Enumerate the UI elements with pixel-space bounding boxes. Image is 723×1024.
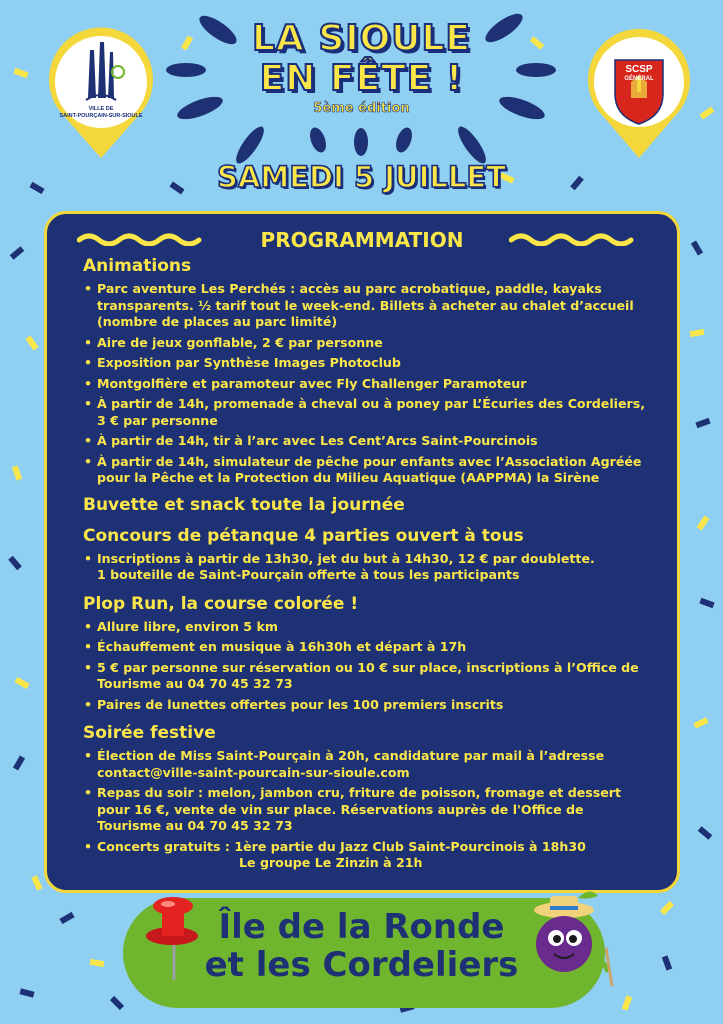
list-item: • Repas du soir : melon, jambon cru, friture de poisson, fromage et dessert pour 16 €, vente de vin sur place. Réservations auprès de l'Office de Tourisme au 04 70 45 32 73 [83,785,653,835]
list-item: • Inscriptions à partir de 13h30, jet du but à 14h30, 12 € par doublette. 1 bouteille de Saint-Pourçain offerte à tous les participants [83,551,653,584]
location-line2: et les Cordeliers [204,945,519,985]
list-item: • Exposition par Synthèse Images Photoclub [83,355,653,372]
city-logo-text-2: SAINT-POURÇAIN-SUR-SIOULE [59,113,143,119]
section-title-animations: Animations [83,256,192,276]
program-card [44,211,680,893]
list-item: • Allure libre, environ 5 km [83,619,653,636]
section-title-run: Plop Run, la course colorée ! [83,593,359,614]
section-title-buvette: Buvette et snack toute la journée [83,494,405,515]
city-logo-text-1: VILLE DE [88,106,114,112]
section-title-petanque: Concours de pétanque 4 parties ouvert à tous [83,525,524,546]
list-item: • Paires de lunettes offertes pour les 100 premiers inscrits [83,697,653,714]
list-item: • Échauffement en musique à 16h30h et départ à 17h [83,639,653,656]
list-item: • Élection de Miss Saint-Pourçain à 20h, candidature par mail à l’adresse contact@ville-saint-pourcain-sur-sioule.com [83,748,653,781]
animations-list [83,281,653,487]
list-item: • 5 € par personne sur réservation ou 10 € sur place, inscriptions à l’Office de Tourisme au 04 70 45 32 73 [83,660,653,693]
grape-mascot-icon [518,888,618,988]
list-item: • À partir de 14h, simulateur de pêche pour enfants avec l’Association Agréée pour la Pêche et la Protection du Milieu Aquatique (AAPPMA) la Sirène [83,454,653,487]
event-title-line2: EN FÊTE ! [259,58,464,99]
section-title-soiree: Soirée festive [83,723,216,743]
list-item: • À partir de 14h, tir à l’arc avec Les Cent’Arcs Saint-Pourcinois [83,433,653,450]
edition-label: 5ème édition [313,101,410,116]
event-date: SAMEDI 5 JUILLET [217,160,506,194]
program-heading: PROGRAMMATION [260,228,464,252]
club-logo-text-2: GÉNÉRAL [624,76,654,82]
list-item: • Montgolfière et paramoteur avec Fly Challenger Paramoteur [83,376,653,393]
event-title-line1: LA SIOULE [251,18,472,59]
soiree-list [83,748,653,872]
location-line1: Île de la Ronde [218,907,505,947]
wave-decoration-right [509,230,639,246]
list-item: • Concerts gratuits : 1ère partie du Jazz Club Saint-Pourcinois à 18h30 Le groupe Le Zinzin à 21h [83,839,653,872]
petanque-list [83,551,653,584]
program-content [83,256,653,872]
club-logo-text-1: SCSP [625,64,653,75]
run-list [83,619,653,714]
list-item: • Aire de jeux gonflable, 2 € par personne [83,335,653,352]
list-item: • Parc aventure Les Perchés : accès au parc acrobatique, paddle, kayaks transparents. ½ tarif tout le week-end. Billets à acheter au chalet d’accueil (nombre de places au parc limité) [83,281,653,331]
list-item: • À partir de 14h, promenade à cheval ou à poney par L’Écuries des Cordeliers, 3 € par personne [83,396,653,429]
